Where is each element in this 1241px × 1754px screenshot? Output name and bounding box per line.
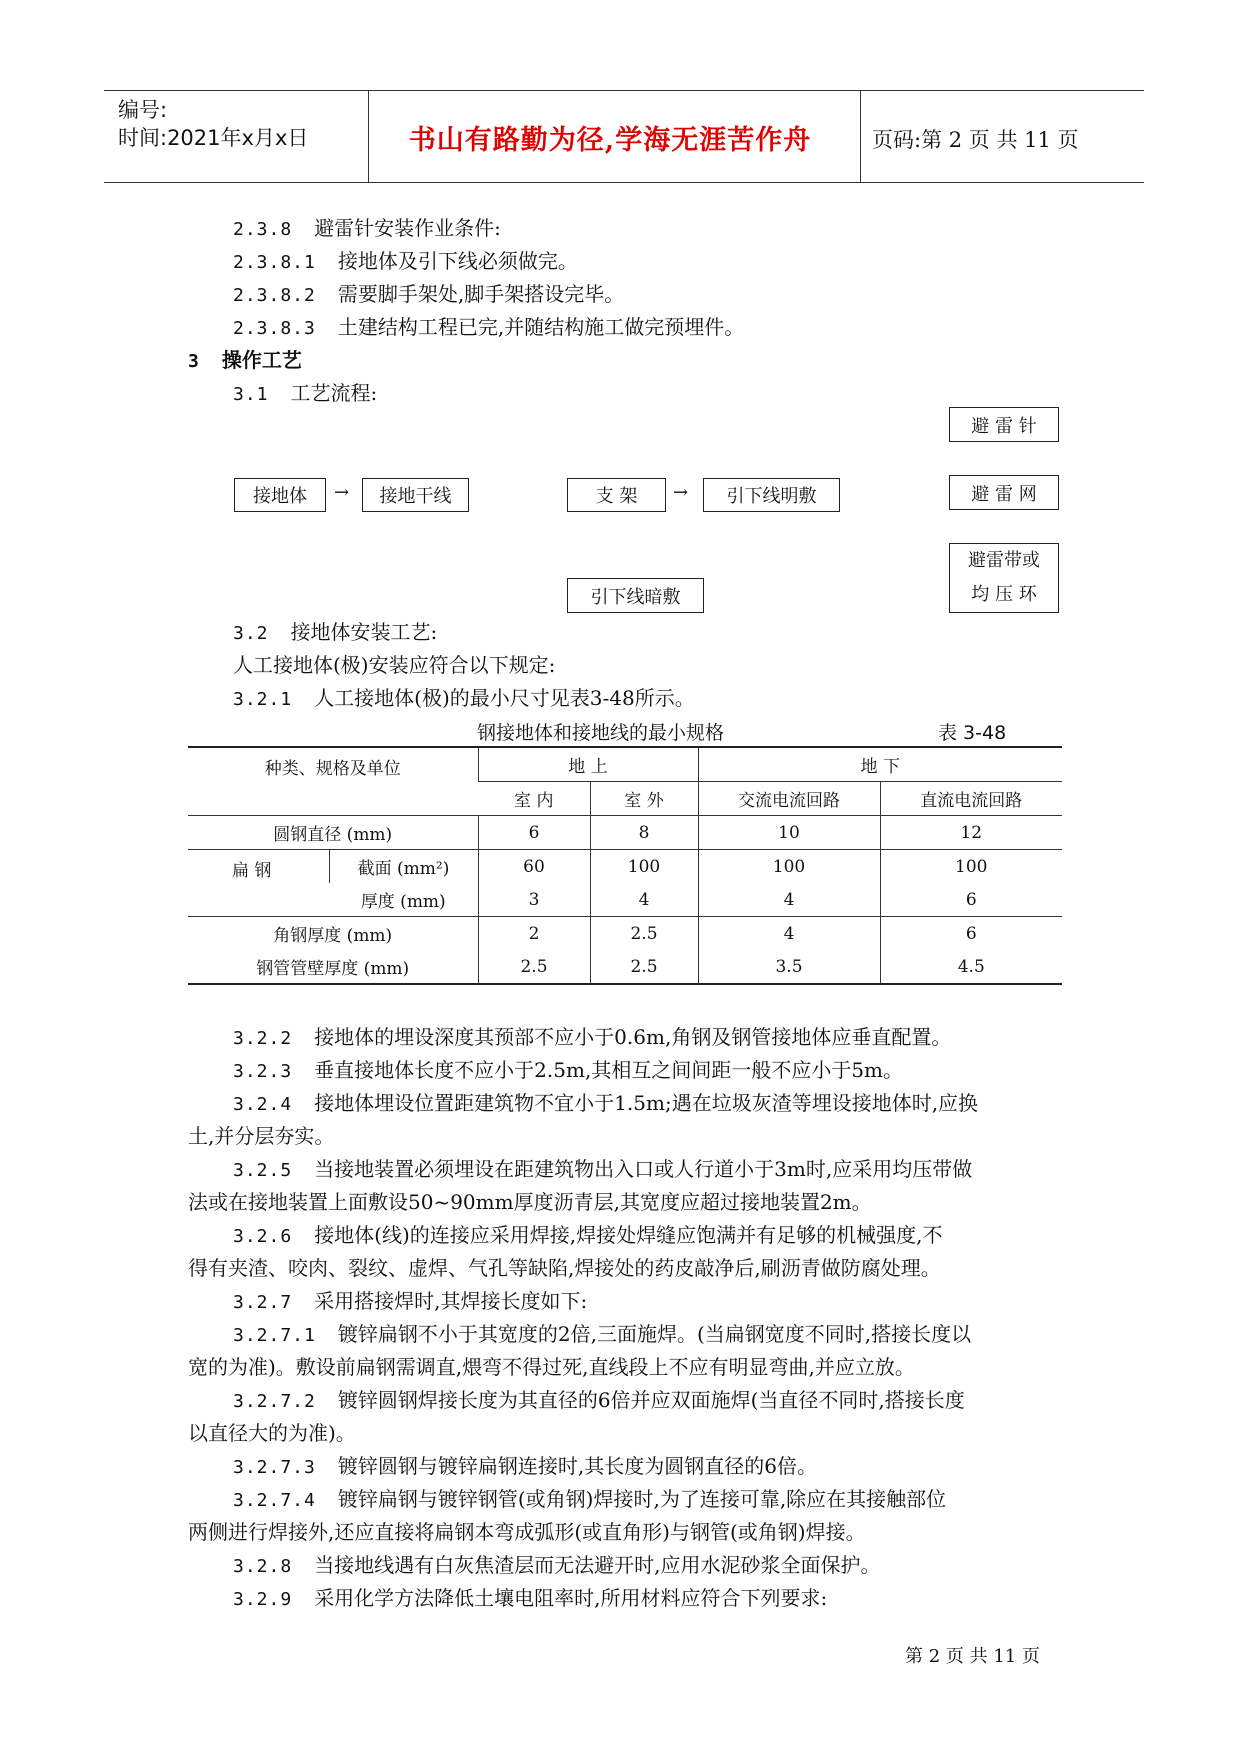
- table-cell-label: 钢管管壁厚度 (mm): [188, 950, 478, 984]
- table-header-indoor: 室 内: [478, 782, 590, 816]
- table-row-round-steel: [188, 816, 1062, 850]
- header-bottom-rule: [104, 182, 1144, 183]
- flow-box-lightning-net: 避 雷 网: [949, 475, 1059, 510]
- table-cell: 4: [590, 883, 698, 917]
- table-caption-number: 表 3-48: [938, 722, 1007, 744]
- header-time-label: 时间:2021年x月x日: [118, 126, 309, 150]
- flow-box-grounding-body: 接地体: [234, 478, 326, 512]
- para-3274-cont: 两侧进行焊接外,还应直接将扁钢本弯成弧形(或直角形)与钢管(或角钢)焊接。: [188, 1520, 866, 1544]
- table-cell-flat-steel: 扁 钢: [188, 850, 329, 917]
- table-row-angle-steel: [188, 917, 1062, 951]
- flow-box-downlead-concealed: 引下线暗敷: [567, 578, 704, 613]
- flow-arrow-1: →: [334, 482, 350, 503]
- para-325-cont: 法或在接地装置上面敷设50~90mm厚度沥青层,其宽度应超过接地装置2m。: [188, 1190, 872, 1214]
- para-2381: 2.3.8.1 接地体及引下线必须做完。: [233, 249, 578, 273]
- spec-table: [188, 746, 1062, 985]
- header-divider-right: [860, 90, 861, 182]
- flow-box-bracket: 支 架: [567, 478, 666, 512]
- para-327: 3.2.7 采用搭接焊时,其焊接长度如下:: [233, 1289, 588, 1313]
- flow-arrow-2: →: [673, 482, 689, 503]
- table-row-steel-pipe: [188, 950, 1062, 984]
- table-cell: 2.5: [590, 950, 698, 984]
- header-top-rule: [104, 90, 1144, 91]
- flow-box-lightning-rod: 避 雷 针: [949, 407, 1059, 442]
- para-2383: 2.3.8.3 土建结构工程已完,并随结构施工做完预埋件。: [233, 315, 745, 339]
- table-cell: 3.5: [698, 950, 880, 984]
- flow-box-lightning-strip-line2: 均 压 环: [971, 584, 1037, 605]
- para-322: 3.2.2 接地体的埋设深度其预部不应小于0.6m,角钢及钢管接地体应垂直配置。: [233, 1025, 952, 1049]
- para-324-cont: 土,并分层夯实。: [188, 1124, 335, 1148]
- table-cell: 4: [698, 917, 880, 951]
- table-caption: 钢接地体和接地线的最小规格: [477, 722, 725, 744]
- table-cell: 60: [478, 850, 590, 884]
- flow-box-grounding-trunk: 接地干线: [362, 478, 469, 512]
- footer-page-number: 第 2 页 共 11 页: [905, 1646, 1040, 1667]
- para-3274: 3.2.7.4 镀锌扁钢与镀锌钢管(或角钢)焊接时,为了连接可靠,除应在其接触部位: [233, 1487, 947, 1511]
- para-328: 3.2.8 当接地线遇有白灰焦渣层而无法避开时,应用水泥砂浆全面保护。: [233, 1553, 881, 1577]
- table-header-row-1: [188, 747, 1062, 782]
- table-cell: 2.5: [478, 950, 590, 984]
- section-31-heading: 3.1 工艺流程:: [233, 381, 378, 405]
- table-cell: 6: [880, 883, 1062, 917]
- table-cell: 4.5: [880, 950, 1062, 984]
- table-cell: 12: [880, 816, 1062, 850]
- table-header-outdoor: 室 外: [590, 782, 698, 816]
- table-header-below: 地 下: [698, 747, 1062, 782]
- table-header-dc: 直流电流回路: [880, 782, 1062, 816]
- para-326-cont: 得有夹渣、咬肉、裂纹、虚焊、气孔等缺陷,焊接处的药皮敲净后,刷沥青做防腐处理。: [188, 1256, 941, 1280]
- header-number-label: 编号:: [118, 98, 168, 122]
- para-329: 3.2.9 采用化学方法降低土壤电阻率时,所用材料应符合下列要求:: [233, 1586, 828, 1610]
- table-cell: 100: [880, 850, 1062, 884]
- header-motto: 书山有路勤为径,学海无涯苦作舟: [408, 125, 812, 156]
- para-3271-cont: 宽的为准)。敷设前扁钢需调直,煨弯不得过死,直线段上不应有明显弯曲,并应立放。: [188, 1355, 915, 1379]
- para-3273: 3.2.7.3 镀锌圆钢与镀锌扁钢连接时,其长度为圆钢直径的6倍。: [233, 1454, 817, 1478]
- para-3271: 3.2.7.1 镀锌扁钢不小于其宽度的2倍,三面施焊。(当扁钢宽度不同时,搭接长度以: [233, 1322, 972, 1346]
- para-326: 3.2.6 接地体(线)的连接应采用焊接,焊接处焊缝应饱满并有足够的机械强度,不: [233, 1223, 943, 1247]
- table-cell: 6: [880, 917, 1062, 951]
- section-3-heading: 3 操作工艺: [188, 348, 302, 372]
- table-cell: 8: [590, 816, 698, 850]
- para-323: 3.2.3 垂直接地体长度不应小于2.5m,其相互之间间距一般不应小于5m。: [233, 1058, 904, 1082]
- section-32-heading: 3.2 接地体安装工艺:: [233, 620, 438, 644]
- table-cell-label: 圆钢直径 (mm): [188, 816, 478, 850]
- table-cell-label: 厚度 (mm): [360, 892, 446, 912]
- table-header-ac: 交流电流回路: [698, 782, 880, 816]
- flow-box-lightning-strip-line1: 避雷带或: [968, 550, 1040, 571]
- para-325: 3.2.5 当接地装置必须埋设在距建筑物出入口或人行道小于3m时,应采用均压带做: [233, 1157, 973, 1181]
- table-cell: 4: [698, 883, 880, 917]
- para-3272: 3.2.7.2 镀锌圆钢焊接长度为其直径的6倍并应双面施焊(当直径不同时,搭接长度: [233, 1388, 965, 1412]
- table-cell: 100: [698, 850, 880, 884]
- table-cell: 10: [698, 816, 880, 850]
- para-2382: 2.3.8.2 需要脚手架处,脚手架搭设完毕。: [233, 282, 625, 306]
- flow-box-lightning-strip: [949, 543, 1059, 613]
- table-header-above: 地 上: [478, 747, 698, 782]
- para-324: 3.2.4 接地体埋设位置距建筑物不宜小于1.5m;遇在垃圾灰渣等埋设接地体时,应换: [233, 1091, 979, 1115]
- table-cell: 3: [478, 883, 590, 917]
- table-cell: 2: [478, 917, 590, 951]
- para-3272-cont: 以直径大的为准)。: [188, 1421, 356, 1445]
- flow-box-downlead-exposed: 引下线明敷: [703, 478, 840, 512]
- table-row-flat-steel-section: [188, 850, 1062, 884]
- table-cell-label: 截面 (mm²): [329, 850, 478, 884]
- table-cell: 6: [478, 816, 590, 850]
- para-321: 3.2.1 人工接地体(极)的最小尺寸见表3-48所示。: [233, 686, 695, 710]
- section-32-intro: 人工接地体(极)安装应符合以下规定:: [233, 653, 556, 677]
- header-divider-left: [368, 90, 369, 182]
- para-238: 2.3.8 避雷针安装作业条件:: [233, 216, 501, 240]
- table-cell: 100: [590, 850, 698, 884]
- table-cell-label: 角钢厚度 (mm): [188, 917, 478, 951]
- table-cell: 2.5: [590, 917, 698, 951]
- header-page-label: 页码:第 2 页 共 11 页: [872, 128, 1079, 152]
- table-header-kind: 种类、规格及单位: [188, 747, 478, 816]
